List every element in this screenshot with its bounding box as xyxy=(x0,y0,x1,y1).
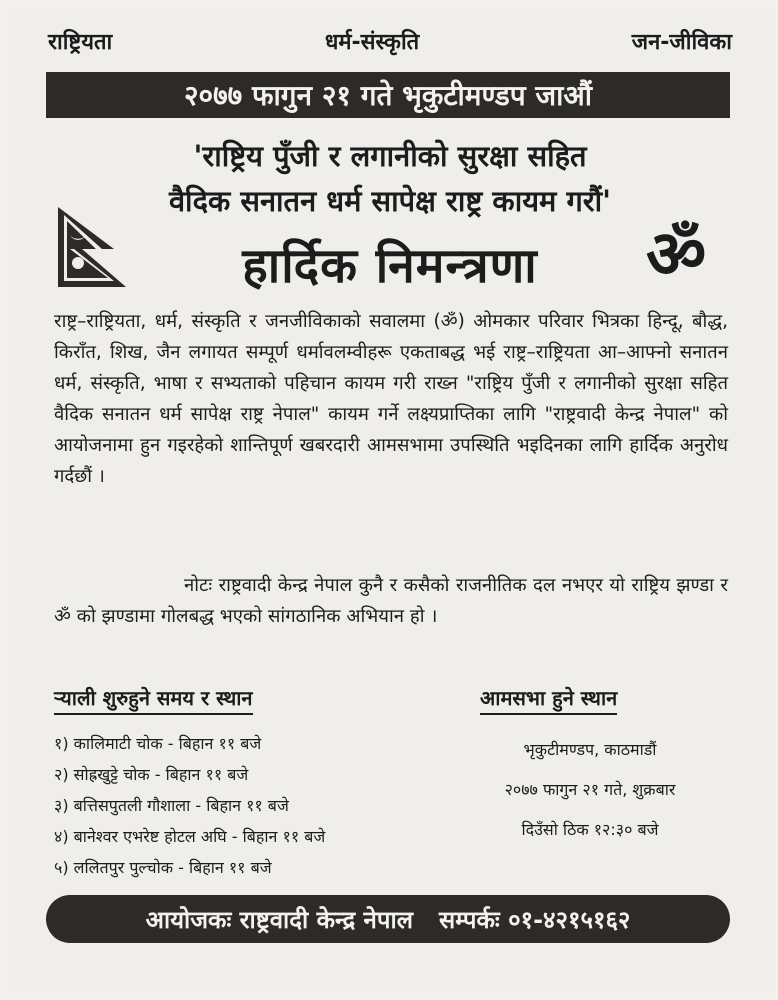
organizer-text: आयोजकः राष्ट्रवादी केन्द्र नेपाल xyxy=(145,905,413,934)
header-center: धर्म-संस्कृति xyxy=(324,30,420,55)
om-icon: ॐ xyxy=(646,216,707,293)
footer-bar xyxy=(46,895,730,943)
rally-item: १) कालिमाटी चोक - बिहान ११ बजे xyxy=(54,734,262,753)
header-row xyxy=(48,26,732,56)
rally-item: २) सोह्रखुट्टे चोक - बिहान ११ बजे xyxy=(54,765,249,784)
venue-place: भृकुटीमण्डप, काठमाडौं xyxy=(523,740,657,759)
rally-item: ४) बानेश्वर एभरेष्ट होटल अघि - बिहान ११ बजे xyxy=(54,827,326,846)
venue-details xyxy=(440,730,740,850)
venue-time: दिउँसो ठिक १२:३० बजे xyxy=(521,820,659,839)
rally-item: ५) ललितपुर पुल्चोक - बिहान ११ बजे xyxy=(54,858,272,877)
rally-item: ३) बत्तिसपुतली गौशाला - बिहान ११ बजे xyxy=(54,796,289,815)
header-left: राष्ट्रियता xyxy=(48,30,113,55)
contact-text: सम्पर्कः ०१-४२१५१६२ xyxy=(438,905,631,934)
rally-heading: र्‍याली शुरुहुने समय र स्थान xyxy=(54,684,253,715)
venue-heading: आमसभा हुने स्थान xyxy=(480,684,617,715)
date-banner: २०७७ फागुन २१ गते भृकुटीमण्डप जाऔं xyxy=(46,72,730,118)
slogan-line-2: वैदिक सनातन धर्म सापेक्ष राष्ट्र कायम गरौं' xyxy=(168,184,612,218)
venue-date: २०७७ फागुन २१ गते, शुक्रबार xyxy=(504,780,676,799)
invitation-title: हार्दिक निमन्त्रणा xyxy=(242,238,538,294)
header-right: जन-जीविका xyxy=(631,30,732,55)
nepal-flag-icon xyxy=(56,205,132,289)
note-text: नोटः राष्ट्रवादी केन्द्र नेपाल कुनै र कसैको राजनीतिक दल नभएर यो राष्ट्रिय झण्डा र ॐ को झण्डामा गोलबद्ध भएको सांगठानिक अभियान हो । xyxy=(54,575,728,627)
rally-list xyxy=(54,728,325,883)
slogan-line-1: 'राष्ट्रिय पुँजी र लगानीको सुरक्षा सहित xyxy=(193,139,587,173)
invitation-body: राष्ट्र–राष्ट्रियता, धर्म, संस्कृति र जनजीविकाको सवालमा (ॐ) ओमकार परिवार भित्रका हिन्दू, बौद्ध, किराँत, शिख, जैन लगायत सम्पूर्ण धर्मावलम्वीहरू एकताबद्ध भई राष्ट्र–राष्ट्रियता आ–आफ्नो सनातन धर्म, संस्कृति, भाषा र सभ्यताको पहिचान कायम गरी राख्न "राष्ट्रिय पुँजी र लगानीको सुरक्षा सहित वैदिक सनातन धर्म सापेक्ष राष्ट्र नेपाल" कायम गर्ने लक्ष्यप्राप्तिका लागि "राष्ट्रवादी केन्द्र नेपाल" को आयोजनामा हुन गइरहेको शान्तिपूर्ण खबरदारी आमसभामा उपस्थिति भइदिनका लागि हार्दिक अनुरोध गर्दछौं । xyxy=(54,311,728,487)
